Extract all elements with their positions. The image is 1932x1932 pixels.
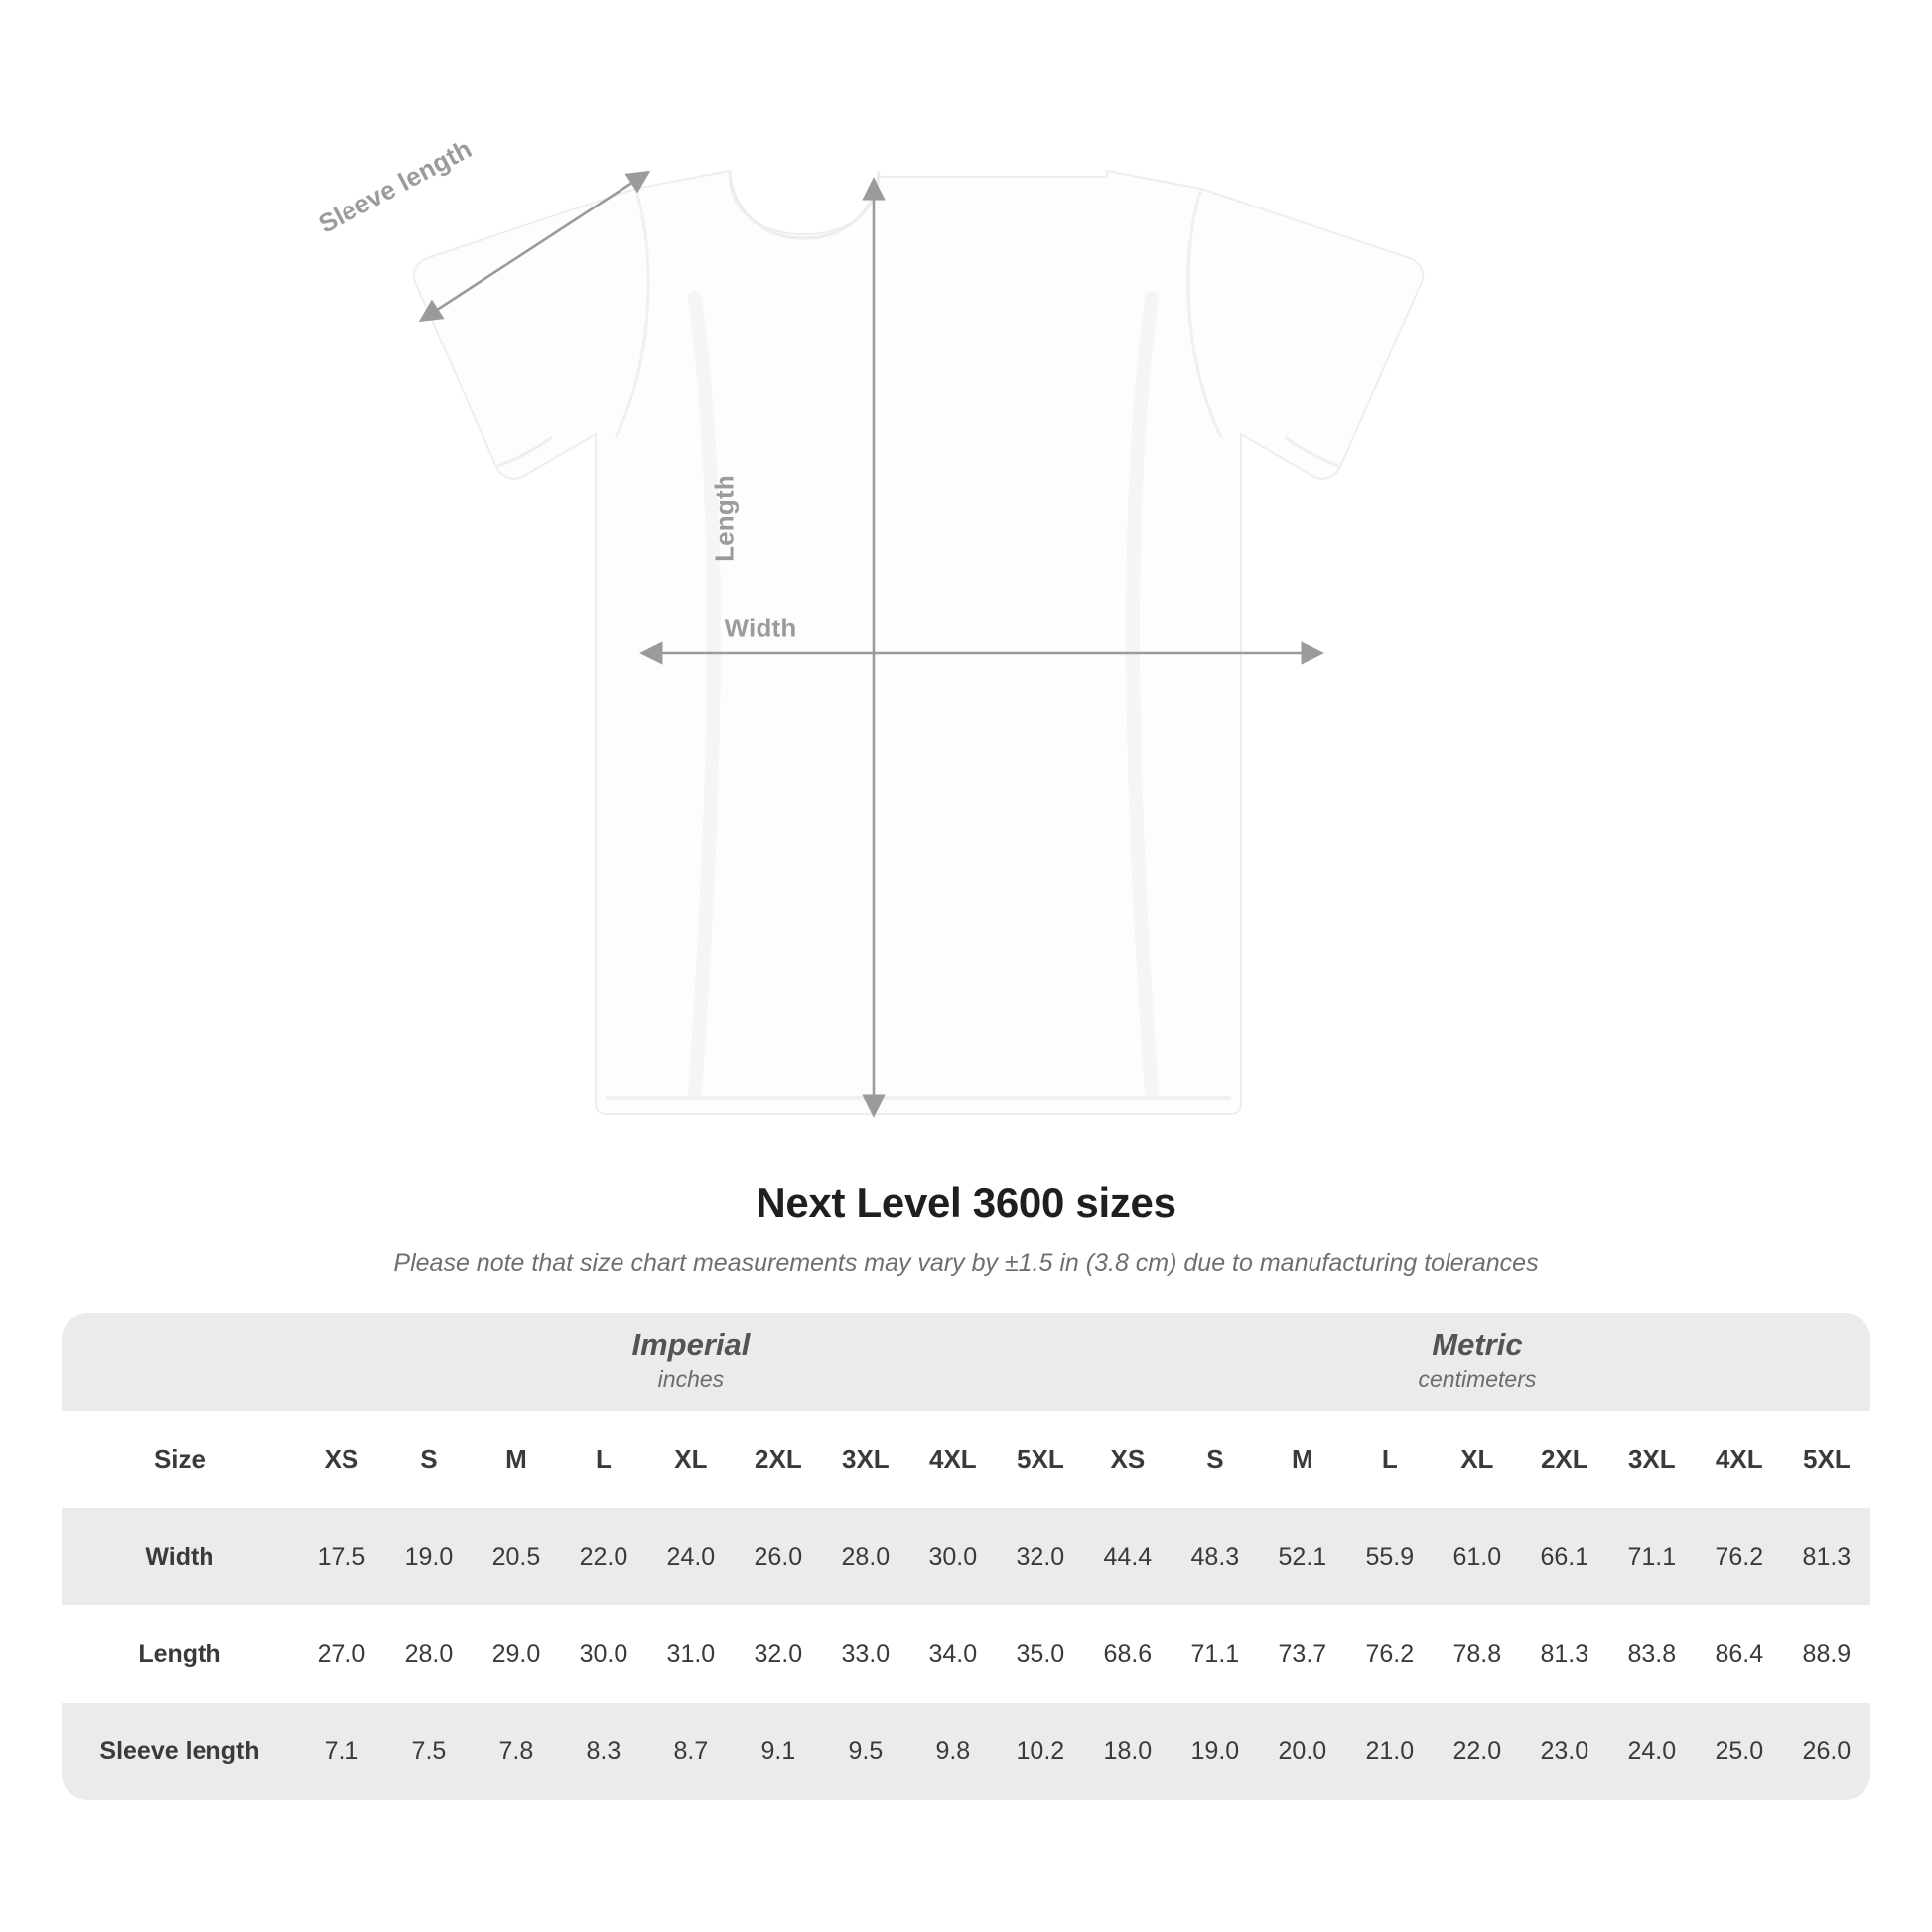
size-header-cell: L: [1346, 1411, 1434, 1508]
size-header-cell: 2XL: [735, 1411, 822, 1508]
size-header-cell: L: [560, 1411, 647, 1508]
cell-sleeve-metric: 25.0: [1696, 1703, 1783, 1800]
size-header-cell: M: [1259, 1411, 1346, 1508]
size-header-cell: 5XL: [997, 1411, 1084, 1508]
cell-length-imperial: 33.0: [822, 1605, 909, 1703]
cell-length-metric: 88.9: [1783, 1605, 1870, 1703]
unit-imperial-sub: inches: [657, 1365, 725, 1392]
cell-width-metric: 76.2: [1696, 1508, 1783, 1605]
table-row: [62, 1605, 1870, 1703]
width-dimension-label: Width: [724, 613, 797, 643]
size-header-cell: XS: [298, 1411, 385, 1508]
cell-length-metric: 76.2: [1346, 1605, 1434, 1703]
sleeve-length-dimension-label: Sleeve length: [313, 133, 477, 239]
cell-sleeve-imperial: 9.8: [909, 1703, 997, 1800]
cell-width-imperial: 22.0: [560, 1508, 647, 1605]
tshirt-shape: [414, 171, 1424, 1114]
cell-sleeve-metric: 19.0: [1172, 1703, 1259, 1800]
unit-header-metric: [1084, 1313, 1870, 1411]
cell-length-metric: 71.1: [1172, 1605, 1259, 1703]
cell-sleeve-imperial: 9.5: [822, 1703, 909, 1800]
cell-sleeve-metric: 18.0: [1084, 1703, 1172, 1800]
unit-header-corner: [62, 1313, 298, 1411]
cell-length-imperial: 29.0: [473, 1605, 560, 1703]
cell-length-imperial: 30.0: [560, 1605, 647, 1703]
cell-width-imperial: 20.5: [473, 1508, 560, 1605]
cell-length-metric: 81.3: [1521, 1605, 1608, 1703]
cell-width-imperial: 24.0: [647, 1508, 735, 1605]
cell-sleeve-imperial: 9.1: [735, 1703, 822, 1800]
row-label-sleeve-length: Sleeve length: [62, 1703, 298, 1800]
cell-sleeve-imperial: 7.1: [298, 1703, 385, 1800]
size-header-label: Size: [62, 1411, 298, 1508]
size-header-cell: 3XL: [1608, 1411, 1696, 1508]
cell-sleeve-imperial: 7.8: [473, 1703, 560, 1800]
cell-width-imperial: 19.0: [385, 1508, 473, 1605]
cell-length-imperial: 28.0: [385, 1605, 473, 1703]
size-header-cell: XL: [647, 1411, 735, 1508]
unit-metric-name: Metric: [1432, 1326, 1523, 1362]
cell-width-metric: 66.1: [1521, 1508, 1608, 1605]
cell-length-imperial: 27.0: [298, 1605, 385, 1703]
size-header-cell: 4XL: [1696, 1411, 1783, 1508]
cell-length-imperial: 31.0: [647, 1605, 735, 1703]
unit-header-row: [62, 1313, 1870, 1411]
cell-width-metric: 61.0: [1434, 1508, 1521, 1605]
size-header-cell: 4XL: [909, 1411, 997, 1508]
cell-width-imperial: 30.0: [909, 1508, 997, 1605]
cell-width-imperial: 32.0: [997, 1508, 1084, 1605]
title-block: [0, 1179, 1932, 1278]
cell-sleeve-metric: 20.0: [1259, 1703, 1346, 1800]
cell-length-imperial: 32.0: [735, 1605, 822, 1703]
cell-width-metric: 48.3: [1172, 1508, 1259, 1605]
cell-sleeve-imperial: 7.5: [385, 1703, 473, 1800]
page-title: Next Level 3600 sizes: [756, 1179, 1176, 1226]
unit-metric-sub: centimeters: [1418, 1365, 1537, 1392]
row-label-width: Width: [62, 1508, 298, 1605]
unit-header-imperial: [298, 1313, 1084, 1411]
size-header-cell: 2XL: [1521, 1411, 1608, 1508]
cell-width-metric: 52.1: [1259, 1508, 1346, 1605]
cell-width-metric: 55.9: [1346, 1508, 1434, 1605]
size-header-cell: XS: [1084, 1411, 1172, 1508]
cell-sleeve-imperial: 10.2: [997, 1703, 1084, 1800]
length-dimension-label: Length: [709, 475, 740, 562]
cell-length-imperial: 35.0: [997, 1605, 1084, 1703]
size-header-cell: 3XL: [822, 1411, 909, 1508]
cell-width-imperial: 28.0: [822, 1508, 909, 1605]
size-header-cell: S: [385, 1411, 473, 1508]
size-header-cell: M: [473, 1411, 560, 1508]
size-header-cell: S: [1172, 1411, 1259, 1508]
cell-length-imperial: 34.0: [909, 1605, 997, 1703]
table-row: [62, 1703, 1870, 1800]
cell-length-metric: 73.7: [1259, 1605, 1346, 1703]
cell-sleeve-metric: 23.0: [1521, 1703, 1608, 1800]
cell-sleeve-imperial: 8.7: [647, 1703, 735, 1800]
cell-length-metric: 68.6: [1084, 1605, 1172, 1703]
size-header-row: [62, 1411, 1870, 1508]
tolerance-note: Please note that size chart measurements may vary by ±1.5 in (3.8 cm) due to manufacturing tolerances: [393, 1249, 1539, 1277]
table-row: [62, 1508, 1870, 1605]
unit-imperial-name: Imperial: [631, 1326, 751, 1362]
cell-sleeve-metric: 24.0: [1608, 1703, 1696, 1800]
row-label-length: Length: [62, 1605, 298, 1703]
cell-width-metric: 44.4: [1084, 1508, 1172, 1605]
cell-sleeve-metric: 26.0: [1783, 1703, 1870, 1800]
cell-width-metric: 81.3: [1783, 1508, 1870, 1605]
cell-length-metric: 86.4: [1696, 1605, 1783, 1703]
cell-sleeve-metric: 21.0: [1346, 1703, 1434, 1800]
size-header-cell: 5XL: [1783, 1411, 1870, 1508]
size-table: [62, 1313, 1870, 1800]
cell-width-imperial: 17.5: [298, 1508, 385, 1605]
cell-length-metric: 83.8: [1608, 1605, 1696, 1703]
size-header-cell: XL: [1434, 1411, 1521, 1508]
cell-width-metric: 71.1: [1608, 1508, 1696, 1605]
cell-sleeve-imperial: 8.3: [560, 1703, 647, 1800]
size-table-container: [62, 1313, 1870, 1800]
cell-length-metric: 78.8: [1434, 1605, 1521, 1703]
cell-width-imperial: 26.0: [735, 1508, 822, 1605]
cell-sleeve-metric: 22.0: [1434, 1703, 1521, 1800]
